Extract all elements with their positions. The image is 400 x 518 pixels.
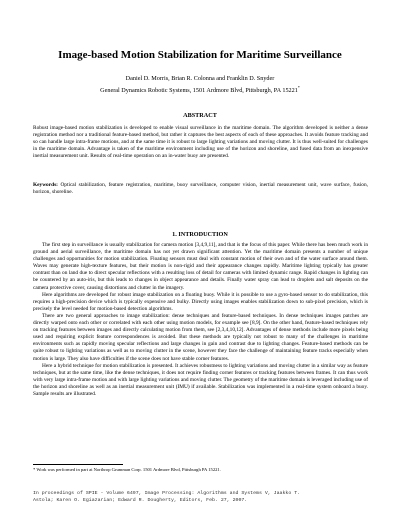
footer-line: In proceedings of SPIE - Volume 6497, Image Processing: Algorithms and Systems V, Jaakko T. [33,491,301,496]
keywords-label: Keywords: [33,182,58,188]
affiliation-text: General Dynamics Robotic Systems, 1501 Ardmore Blvd, Pittsburgh, PA 15221 [100,87,298,95]
footnote: * Work was performed in part at Northrop Grumman Corp. 1501 Ardmore Blvd, Pittsburgh PA 15221. [33,467,221,472]
intro-paragraph: There are two general approaches to image stabilization: dense techniques and feature-based techniques. In dense techniques images patches are directly warped onto each other or correlated with each other using motion models, for example see [8,9]. On the other hand, feature-based techniques rely on tracking features between images and directly calculating motion from them, see [2,3,4,10,12]. Advantages of dense methods include more pixels being used and requiring explicit feature correspondences is avoided. But these methods are typically not robust to many of the challenges in maritime environments such as rapidly moving specular reflections and large changes in gain and contrast due to lighting changes. Feature-based methods can be quite robust to lighting variations as well as to moving clutter in the scene, however they face the challenge of maintaining feature tracks especially when motion is large. They also have difficulties if the scene does not have stable corner features. [33,312,368,362]
abstract-text: Robust image-based motion stabilization is developed to enable visual surveillance in the maritime domain. The algorithm developed is neither a dense registration method nor a traditional feature-based method, but rather it captures the best aspects of each of these approaches. It avoids feature tracking and so can handle large intra-frame motions, and at the same time it is robust to large lighting variations and moving clutter. It is thus well-suited for challenges in the maritime domain. Advantage is taken of the maritime environment including use of the horizon and shoreline, and fused data from an inexpensive inertial measurement unit. Results of real-time operation on an in-water buoy are presented. [33,125,368,160]
intro-paragraph: Here a hybrid technique for motion stabilization is presented. It achieves robustness to lighting variations and moving clutter in a similar way as feature techniques, but at the same time, like the dense techniques, it does not require finding corner features or tracking features between frames. It can thus work with very large intra-frame motion and with large lighting variations and moving clutter. The geometry of the maritime domain is leveraged including use of the horizon and shoreline as well as an inertial measurement unit (IMU) if available. Stabilization was implemented in a real-time system onboard a buoy. Sample results are illustrated. [33,362,368,397]
publication-footer [33,491,333,504]
intro-paragraph: The first step in surveillance is usually stabilization for camera motion [3,4,9,11], and that is the focus of this paper. While there has been much work in ground and aerial surveillance, the maritime domain has not yet drawn significant attention. Yet the maritime domain presents a number of unique challenges and opportunities for motion stabilization. Floating sensors must deal with constant motion of their own and of the water surface around them. Waves may generate high-texture features, but their motion is non-rigid and their appearance changes rapidly. Maritime lighting typically has greater contrast than on land due to direct specular reflections with a resulting loss of detail for cameras with limited dynamic range. Rapid changes in lighting can be countered by an auto-iris, but this leads to changes in object appearance and details. Finally water spray can lead to droplets and salt deposits on the camera protective cover, causing distortions and clutter in the imagery. [33,242,368,291]
keywords-text: Optical stabilization, feature registration, maritime, buoy surveillance, computer vision, inertial measurement unit, wave surface, fusion, horizon, shoreline. [33,182,368,196]
paper-authors: Daniel D. Morris, Brian R. Colonna and Franklin D. Snyder [125,75,275,82]
abstract-heading: ABSTRACT [183,112,217,119]
affiliation-footnote-mark: * [297,85,300,90]
paper-affiliation [20,83,380,95]
footnote-divider [33,464,123,465]
footer-line: Astola; Karen O. Egiazarian; Edward R. Dougherty, Editors, Feb. 27, 2007. [33,497,248,503]
paper-title: Image-based Motion Stabilization for Maritime Surveillance [58,49,342,61]
introduction-heading: 1. INTRODUCTION [172,231,228,238]
introduction-body [33,242,368,398]
keywords [33,182,368,196]
intro-paragraph: Here algorithms are developed for robust image stabilization on a floating buoy. While it is possible to use a gyro-based sensor to do stabilization, this requires a high-precision device which is typically expensive and bulky. Directly using images enables stabilization down to sub-pixel precision, which is precisely the level needed for motion-based detection algorithms. [33,291,368,312]
